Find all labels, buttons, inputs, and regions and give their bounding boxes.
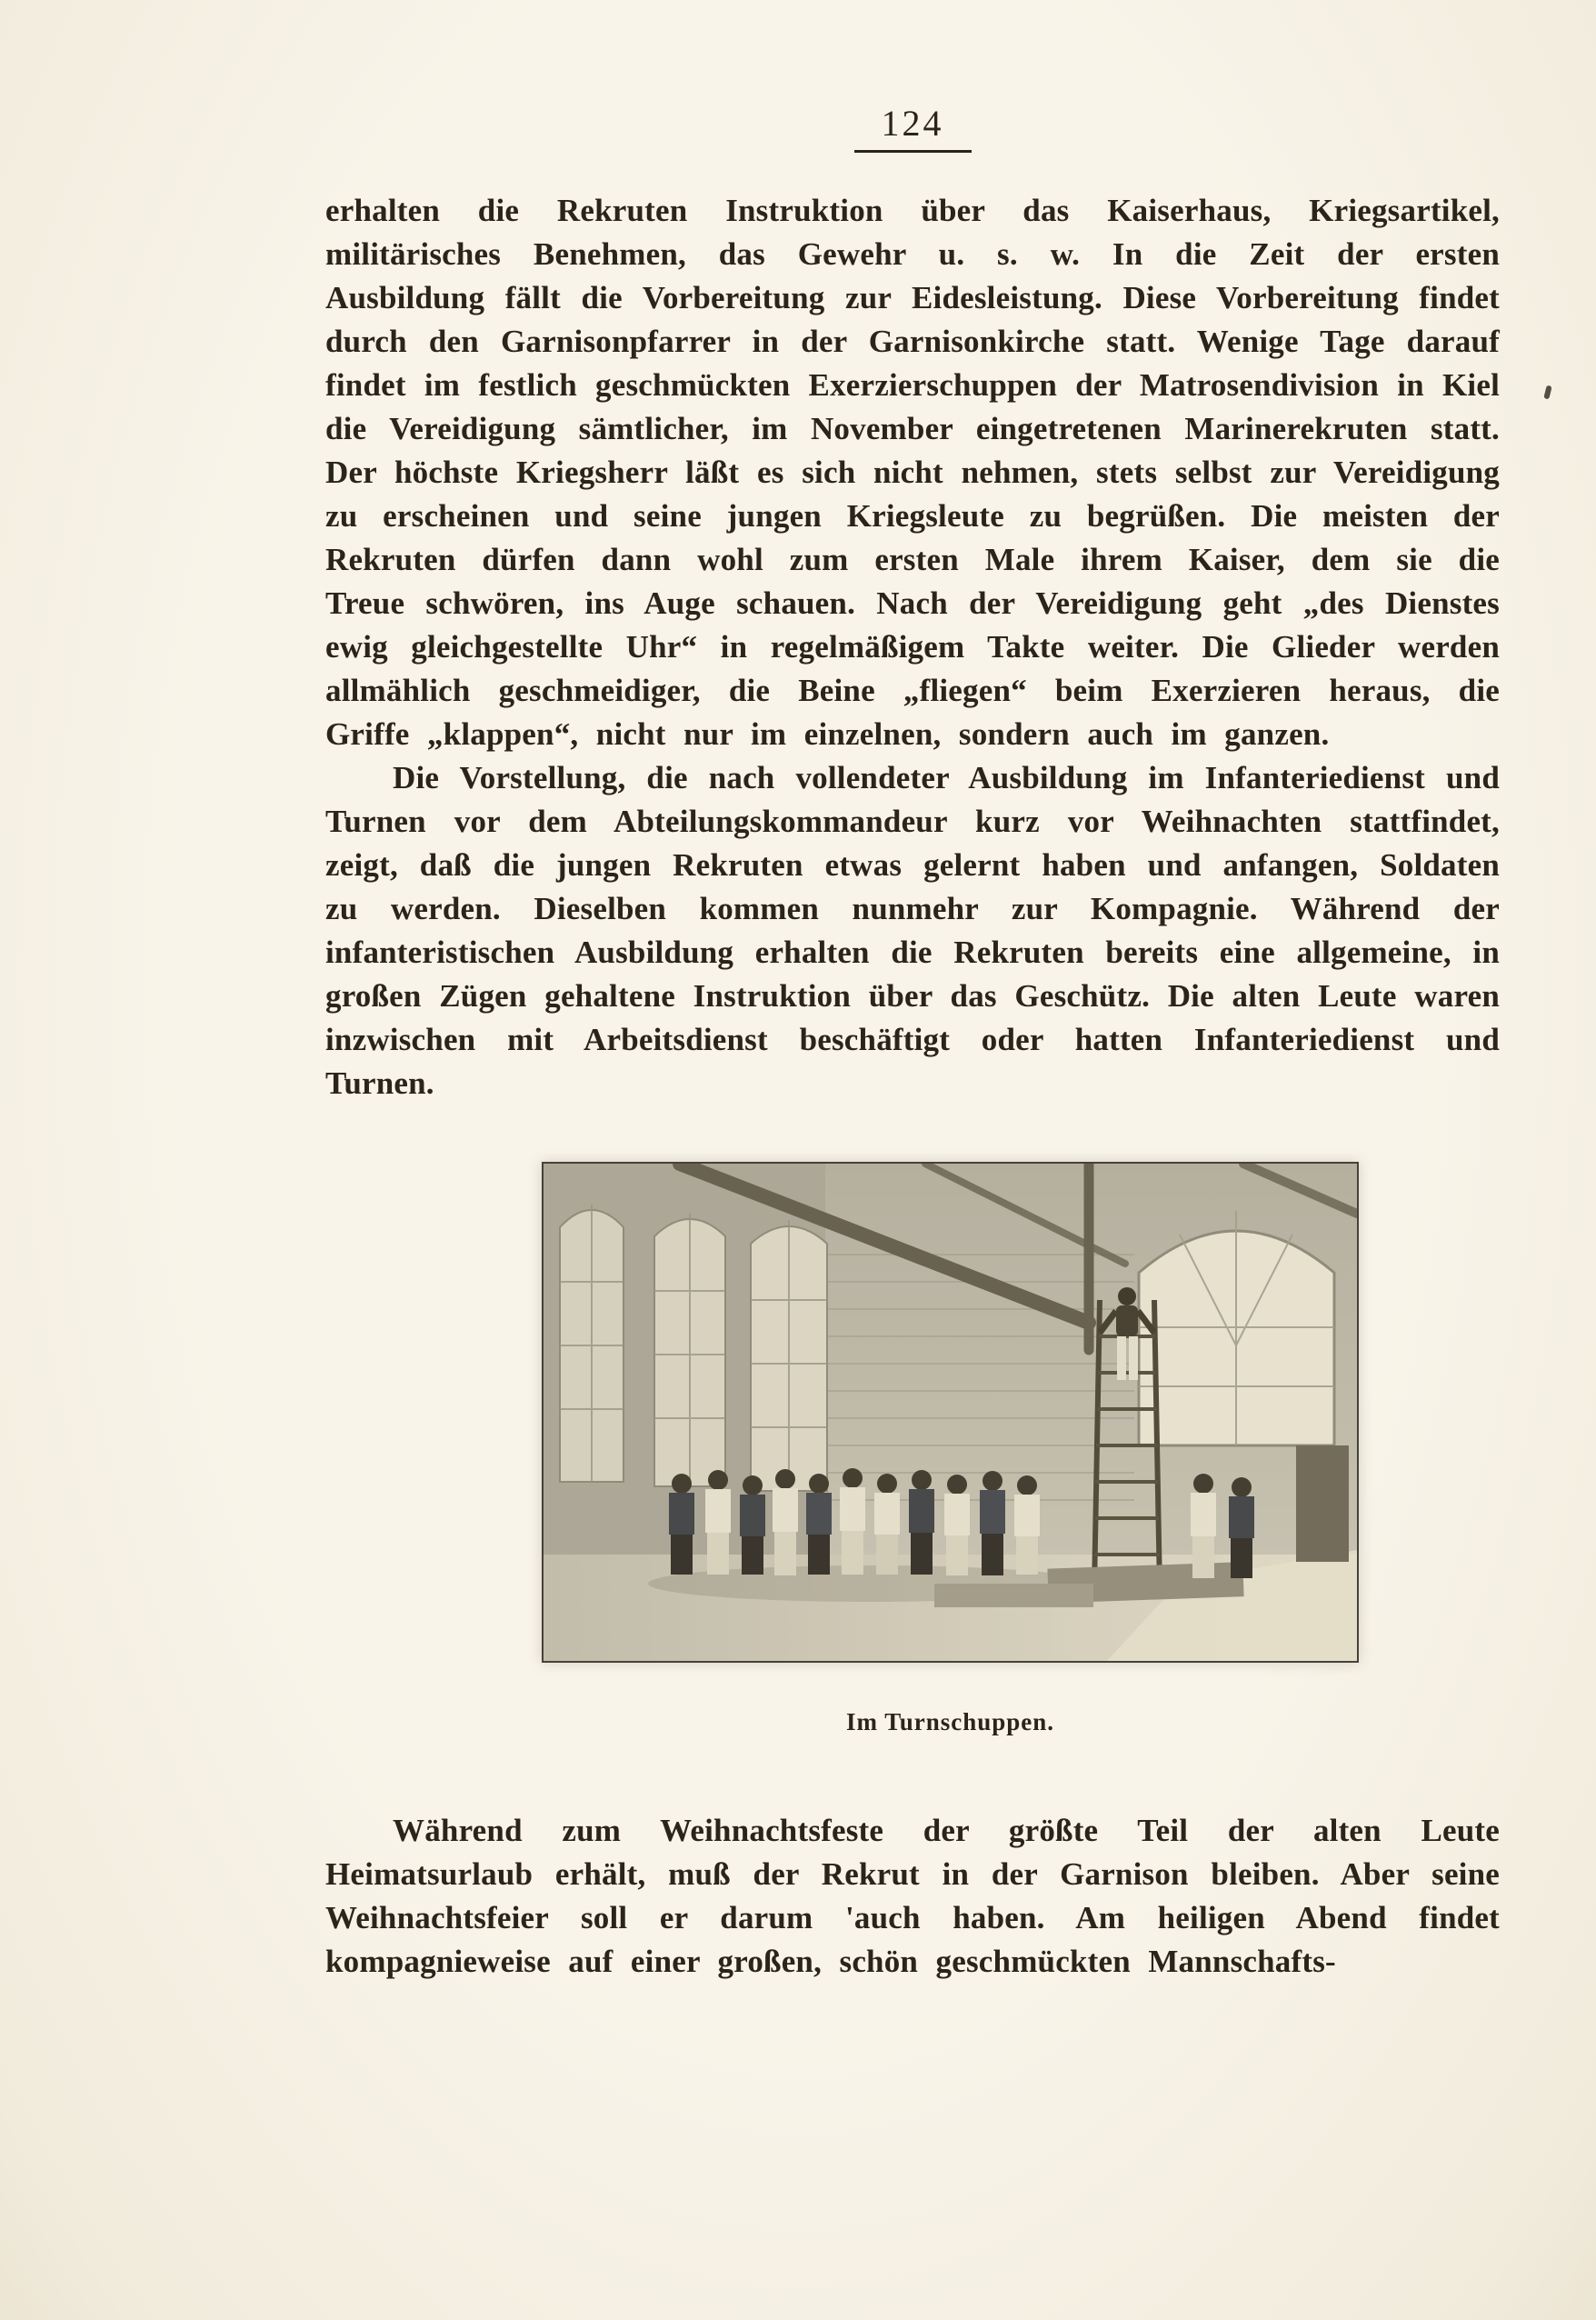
text-block-bottom: [325, 1809, 1500, 1984]
page-number: 124: [854, 102, 972, 153]
gym-photo: [542, 1162, 1359, 1663]
figure: [542, 1162, 1359, 1736]
scan-artifact: [1543, 385, 1551, 399]
page-header: [325, 0, 1500, 153]
gym-photo-graphic: [544, 1164, 1357, 1661]
text-block-top: [325, 189, 1500, 1105]
body-paragraph-1: erhalten die Rekruten Instruktion über das Kaiserhaus, Kriegsartikel, militärisches Benehmen, das Gewehr u. s. w. In die Zeit der ersten Ausbildung fällt die Vorbereitung zur Eidesleistung. Diese Vorbereitung findet durch den Garnisonpfarrer in der Garnisonkirche statt. Wenige Tage darauf findet im festlich geschmückten Exerzierschuppen der Matrosendivision in Kiel die Vereidigung sämtlicher, im November eingetretenen Marinerekruten statt. Der höchste Kriegsherr läßt es sich nicht nehmen, stets selbst zur Vereidigung zu erscheinen und seine jungen Kriegsleute zu begrüßen. Die meisten der Rekruten dürfen dann wohl zum ersten Male ihrem Kaiser, dem sie die Treue schwören, ins Auge schauen. Nach der Vereidigung geht „des Dienstes ewig gleichgestellte Uhr“ in regelmäßigem Takte weiter. Die Glieder werden allmählich geschmeidiger, die Beine „fliegen“ beim Exerzieren heraus, die Griffe „klappen“, nicht nur im einzelnen, sondern auch im ganzen.: [325, 193, 1500, 752]
text-column: [325, 0, 1500, 1984]
photo-caption: Im Turnschuppen.: [845, 1708, 1055, 1735]
body-paragraph-2: Die Vorstellung, die nach vollendeter Ausbildung im Infanteriedienst und Turnen vor dem Abteilungskommandeur kurz vor Weihnachten stattfindet, zeigt, daß die jungen Rekruten etwas gelernt haben und anfangen, Soldaten zu werden. Dieselben kommen nunmehr zur Kompagnie. Während der infanteristischen Ausbildung erhalten die Rekruten bereits eine allgemeine, in großen Zügen gehaltene Instruktion über das Geschütz. Die alten Leute waren inzwischen mit Arbeitsdienst beschäftigt oder hatten Infanteriedienst und Turnen.: [325, 760, 1500, 1101]
body-paragraph-3: Während zum Weihnachtsfeste der größte Teil der alten Leute Heimatsurlaub erhält, muß der Rekrut in der Garnison bleiben. Aber seine Weihnachtsfeier soll er darum 'auch haben. Am heiligen Abend findet kompagnieweise auf einer großen, schön geschmückten Mannschafts-: [325, 1813, 1500, 1979]
